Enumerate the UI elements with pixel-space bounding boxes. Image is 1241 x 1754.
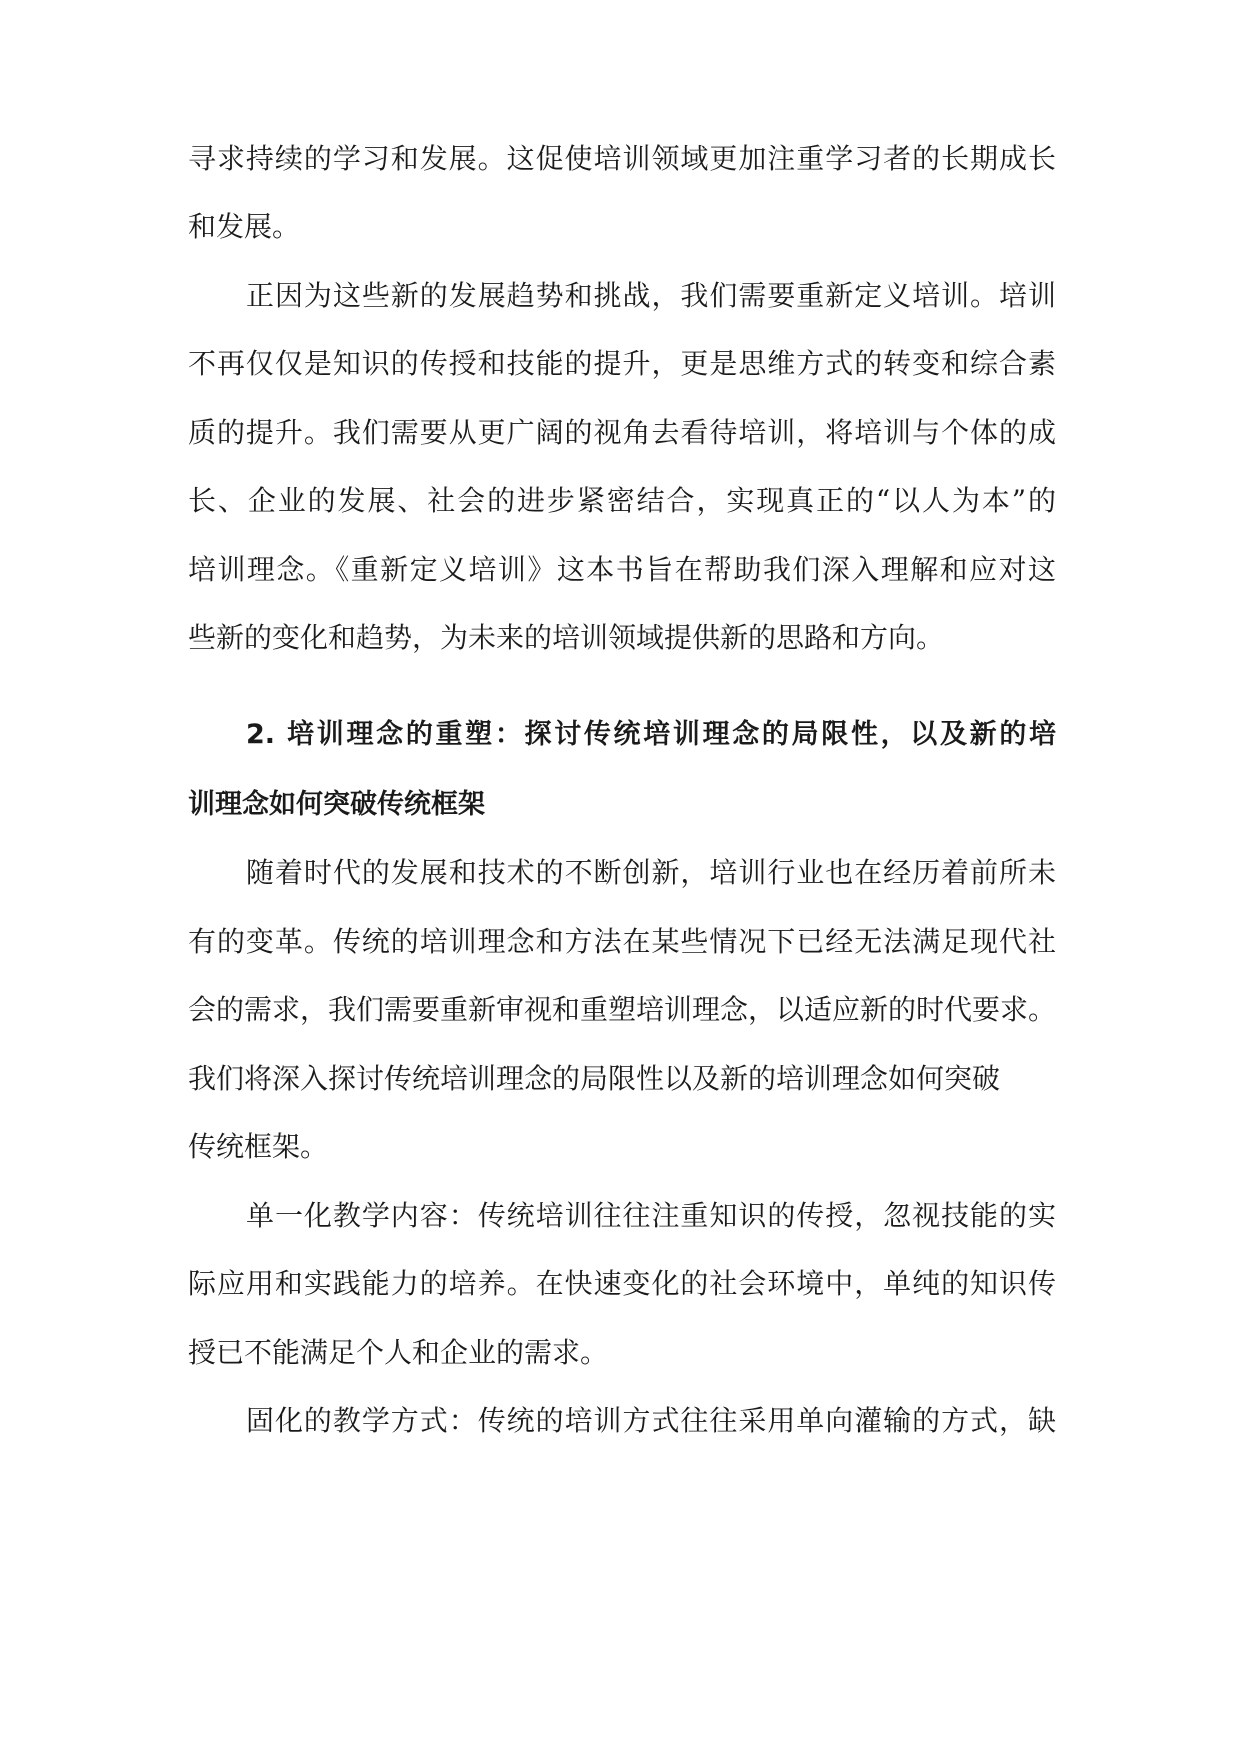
paragraph-line: 际应用和实践能力的培养。在快速变化的社会环境中，单纯的知识传 [188, 1267, 1056, 1300]
paragraph-line: 有的变革。传统的培训理念和方法在某些情况下已经无法满足现代社 [188, 925, 1056, 958]
paragraph-line: 单一化教学内容：传统培训往往注重知识的传授，忽视技能的实 [246, 1199, 1056, 1232]
section-heading: 训理念如何突破传统框架 [188, 789, 485, 820]
paragraph-line: 固化的教学方式：传统的培训方式往往采用单向灌输的方式，缺 [246, 1404, 1056, 1437]
section-heading: 2. 培训理念的重塑：探讨传统培训理念的局限性，以及新的培 [246, 719, 1056, 750]
paragraph-line: 寻求持续的学习和发展。这促使培训领域更加注重学习者的长期成长 [188, 142, 1056, 175]
paragraph-line: 传统框架。 [188, 1130, 329, 1163]
paragraph-line: 培训理念。《重新定义培训》这本书旨在帮助我们深入理解和应对这 [188, 553, 1056, 586]
paragraph-line: 些新的变化和趋势，为未来的培训领域提供新的思路和方向。 [188, 621, 945, 654]
paragraph-line: 不再仅仅是知识的传授和技能的提升，更是思维方式的转变和综合素 [188, 347, 1056, 380]
paragraph-line: 我们将深入探讨传统培训理念的局限性以及新的培训理念如何突破 [188, 1062, 1001, 1095]
paragraph-line: 和发展。 [188, 210, 301, 243]
paragraph-line: 长、企业的发展、社会的进步紧密结合，实现真正的“以人为本”的 [188, 484, 1056, 517]
paragraph-line: 质的提升。我们需要从更广阔的视角去看待培训，将培训与个体的成 [188, 416, 1056, 449]
paragraph-line: 随着时代的发展和技术的不断创新，培训行业也在经历着前所未 [246, 856, 1056, 889]
paragraph-line: 授已不能满足个人和企业的需求。 [188, 1336, 609, 1369]
paragraph-line: 正因为这些新的发展趋势和挑战，我们需要重新定义培训。培训 [246, 279, 1056, 312]
paragraph-line: 会的需求，我们需要重新审视和重塑培训理念，以适应新的时代要求。 [188, 993, 1057, 1026]
